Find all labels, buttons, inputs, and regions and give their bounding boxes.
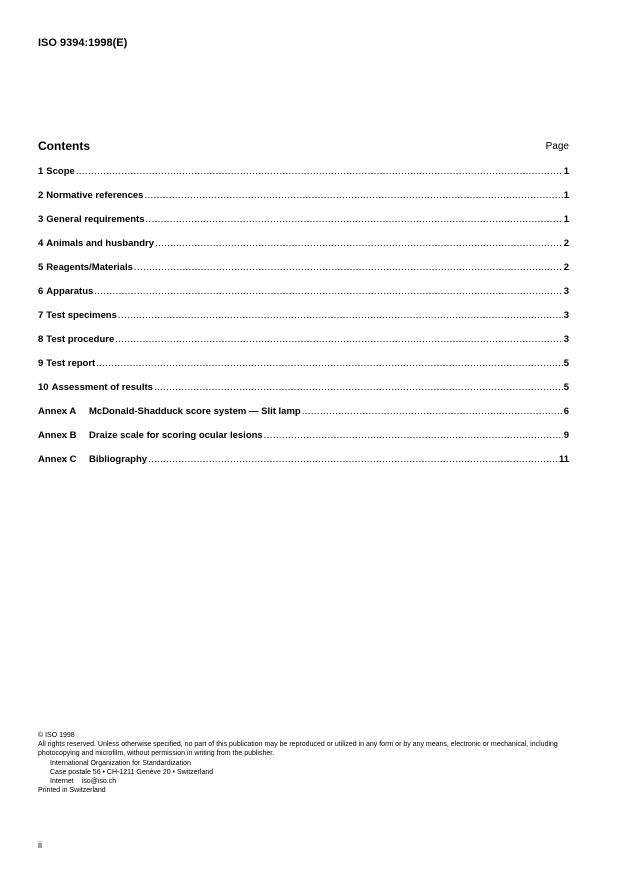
toc-entry-number: 5: [38, 262, 44, 273]
toc-leader-dots: [144, 190, 562, 201]
toc-leader-dots: [155, 238, 563, 249]
contents-heading: Contents: [38, 139, 90, 153]
document-id: ISO 9394:1998(E): [38, 37, 128, 49]
toc-entry-title: Bibliography: [89, 454, 148, 465]
toc-entry-page: 3: [563, 286, 569, 297]
toc-leader-dots: [148, 454, 558, 465]
toc-entry[interactable]: [38, 214, 569, 238]
toc-entry[interactable]: [38, 382, 569, 406]
toc-entry[interactable]: [38, 262, 569, 286]
toc-entry-page: 5: [563, 382, 569, 393]
page-column-label: Page: [545, 141, 569, 152]
toc-entry-title: General requirements: [46, 214, 145, 225]
organization-name: International Organization for Standardization: [50, 759, 191, 767]
toc-entry-page: 1: [563, 214, 569, 225]
copyright-notice: © ISO 1998: [38, 732, 75, 739]
toc-entry[interactable]: [38, 358, 569, 382]
toc-entry-number: Annex C: [38, 454, 77, 465]
toc-entry-page: 1: [563, 166, 569, 177]
internet-label: Internet: [50, 778, 74, 786]
toc-entry-number: 7: [38, 310, 44, 321]
toc-entry-page: 9: [563, 430, 569, 441]
toc-leader-dots: [115, 334, 562, 345]
toc-entry[interactable]: [38, 238, 569, 262]
toc-entry-page: 6: [563, 406, 569, 417]
toc-leader-dots: [146, 214, 563, 225]
toc-leader-dots: [118, 310, 563, 321]
table-of-contents: [38, 166, 569, 478]
toc-entry-page: 11: [558, 454, 569, 465]
postal-address: Case postale 56 • CH-1211 Genève 20 • Switzerland: [50, 768, 214, 776]
toc-entry[interactable]: [38, 190, 569, 214]
toc-entry-title: Test specimens: [46, 310, 117, 321]
toc-entry-title: Assessment of results: [51, 382, 153, 393]
toc-leader-dots: [94, 286, 562, 297]
toc-entry-title: Normative references: [46, 190, 144, 201]
toc-entry[interactable]: [38, 286, 569, 310]
toc-entry-number: Annex A: [38, 406, 77, 417]
toc-entry-number: 9: [38, 358, 44, 369]
toc-entry-page: 2: [563, 238, 569, 249]
rights-statement: All rights reserved. Unless otherwise specified, no part of this publication may be reproduced or utilized in any form or by any means, electronic or mechanical, including photocopying and microfilm, without permission in writing from the publisher.: [38, 741, 558, 758]
toc-entry-title: Reagents/Materials: [46, 262, 133, 273]
toc-entry-annex[interactable]: [38, 430, 569, 454]
toc-entry-title: Scope: [46, 166, 75, 177]
toc-leader-dots: [302, 406, 563, 417]
toc-entry-number: 3: [38, 214, 44, 225]
toc-entry-annex[interactable]: [38, 454, 569, 478]
toc-entry[interactable]: [38, 166, 569, 190]
toc-leader-dots: [154, 382, 563, 393]
toc-entry-title: Test procedure: [46, 334, 115, 345]
toc-entry-page: 1: [563, 190, 569, 201]
page-folio: ii: [38, 840, 42, 850]
copyright-block: [38, 731, 578, 795]
toc-entry[interactable]: [38, 334, 569, 358]
toc-entry-number: 6: [38, 286, 44, 297]
toc-entry-title: Test report: [46, 358, 96, 369]
toc-leader-dots: [134, 262, 563, 273]
toc-entry-title: McDonald-Shadduck score system — Slit lamp: [89, 406, 301, 417]
internet-contact: [38, 777, 578, 786]
toc-entry-page: 3: [563, 310, 569, 321]
toc-entry-title: Draize scale for scoring ocular lesions: [89, 430, 263, 441]
toc-entry-number: 1: [38, 166, 44, 177]
internet-email[interactable]: iso@iso.ch: [81, 778, 117, 786]
toc-entry-number: 8: [38, 334, 44, 345]
toc-entry-page: 3: [563, 334, 569, 345]
toc-entry-annex[interactable]: [38, 406, 569, 430]
toc-leader-dots: [96, 358, 562, 369]
toc-leader-dots: [264, 430, 563, 441]
toc-entry[interactable]: [38, 310, 569, 334]
toc-entry-number: 4: [38, 238, 44, 249]
toc-entry-number: Annex B: [38, 430, 77, 441]
toc-entry-page: 2: [563, 262, 569, 273]
toc-entry-page: 5: [563, 358, 569, 369]
toc-entry-title: Apparatus: [46, 286, 94, 297]
toc-entry-number: 2: [38, 190, 44, 201]
printed-in: Printed in Switzerland: [38, 787, 106, 795]
toc-leader-dots: [76, 166, 563, 177]
toc-entry-title: Animals and husbandry: [46, 238, 154, 249]
toc-entry-number: 10: [38, 382, 49, 393]
